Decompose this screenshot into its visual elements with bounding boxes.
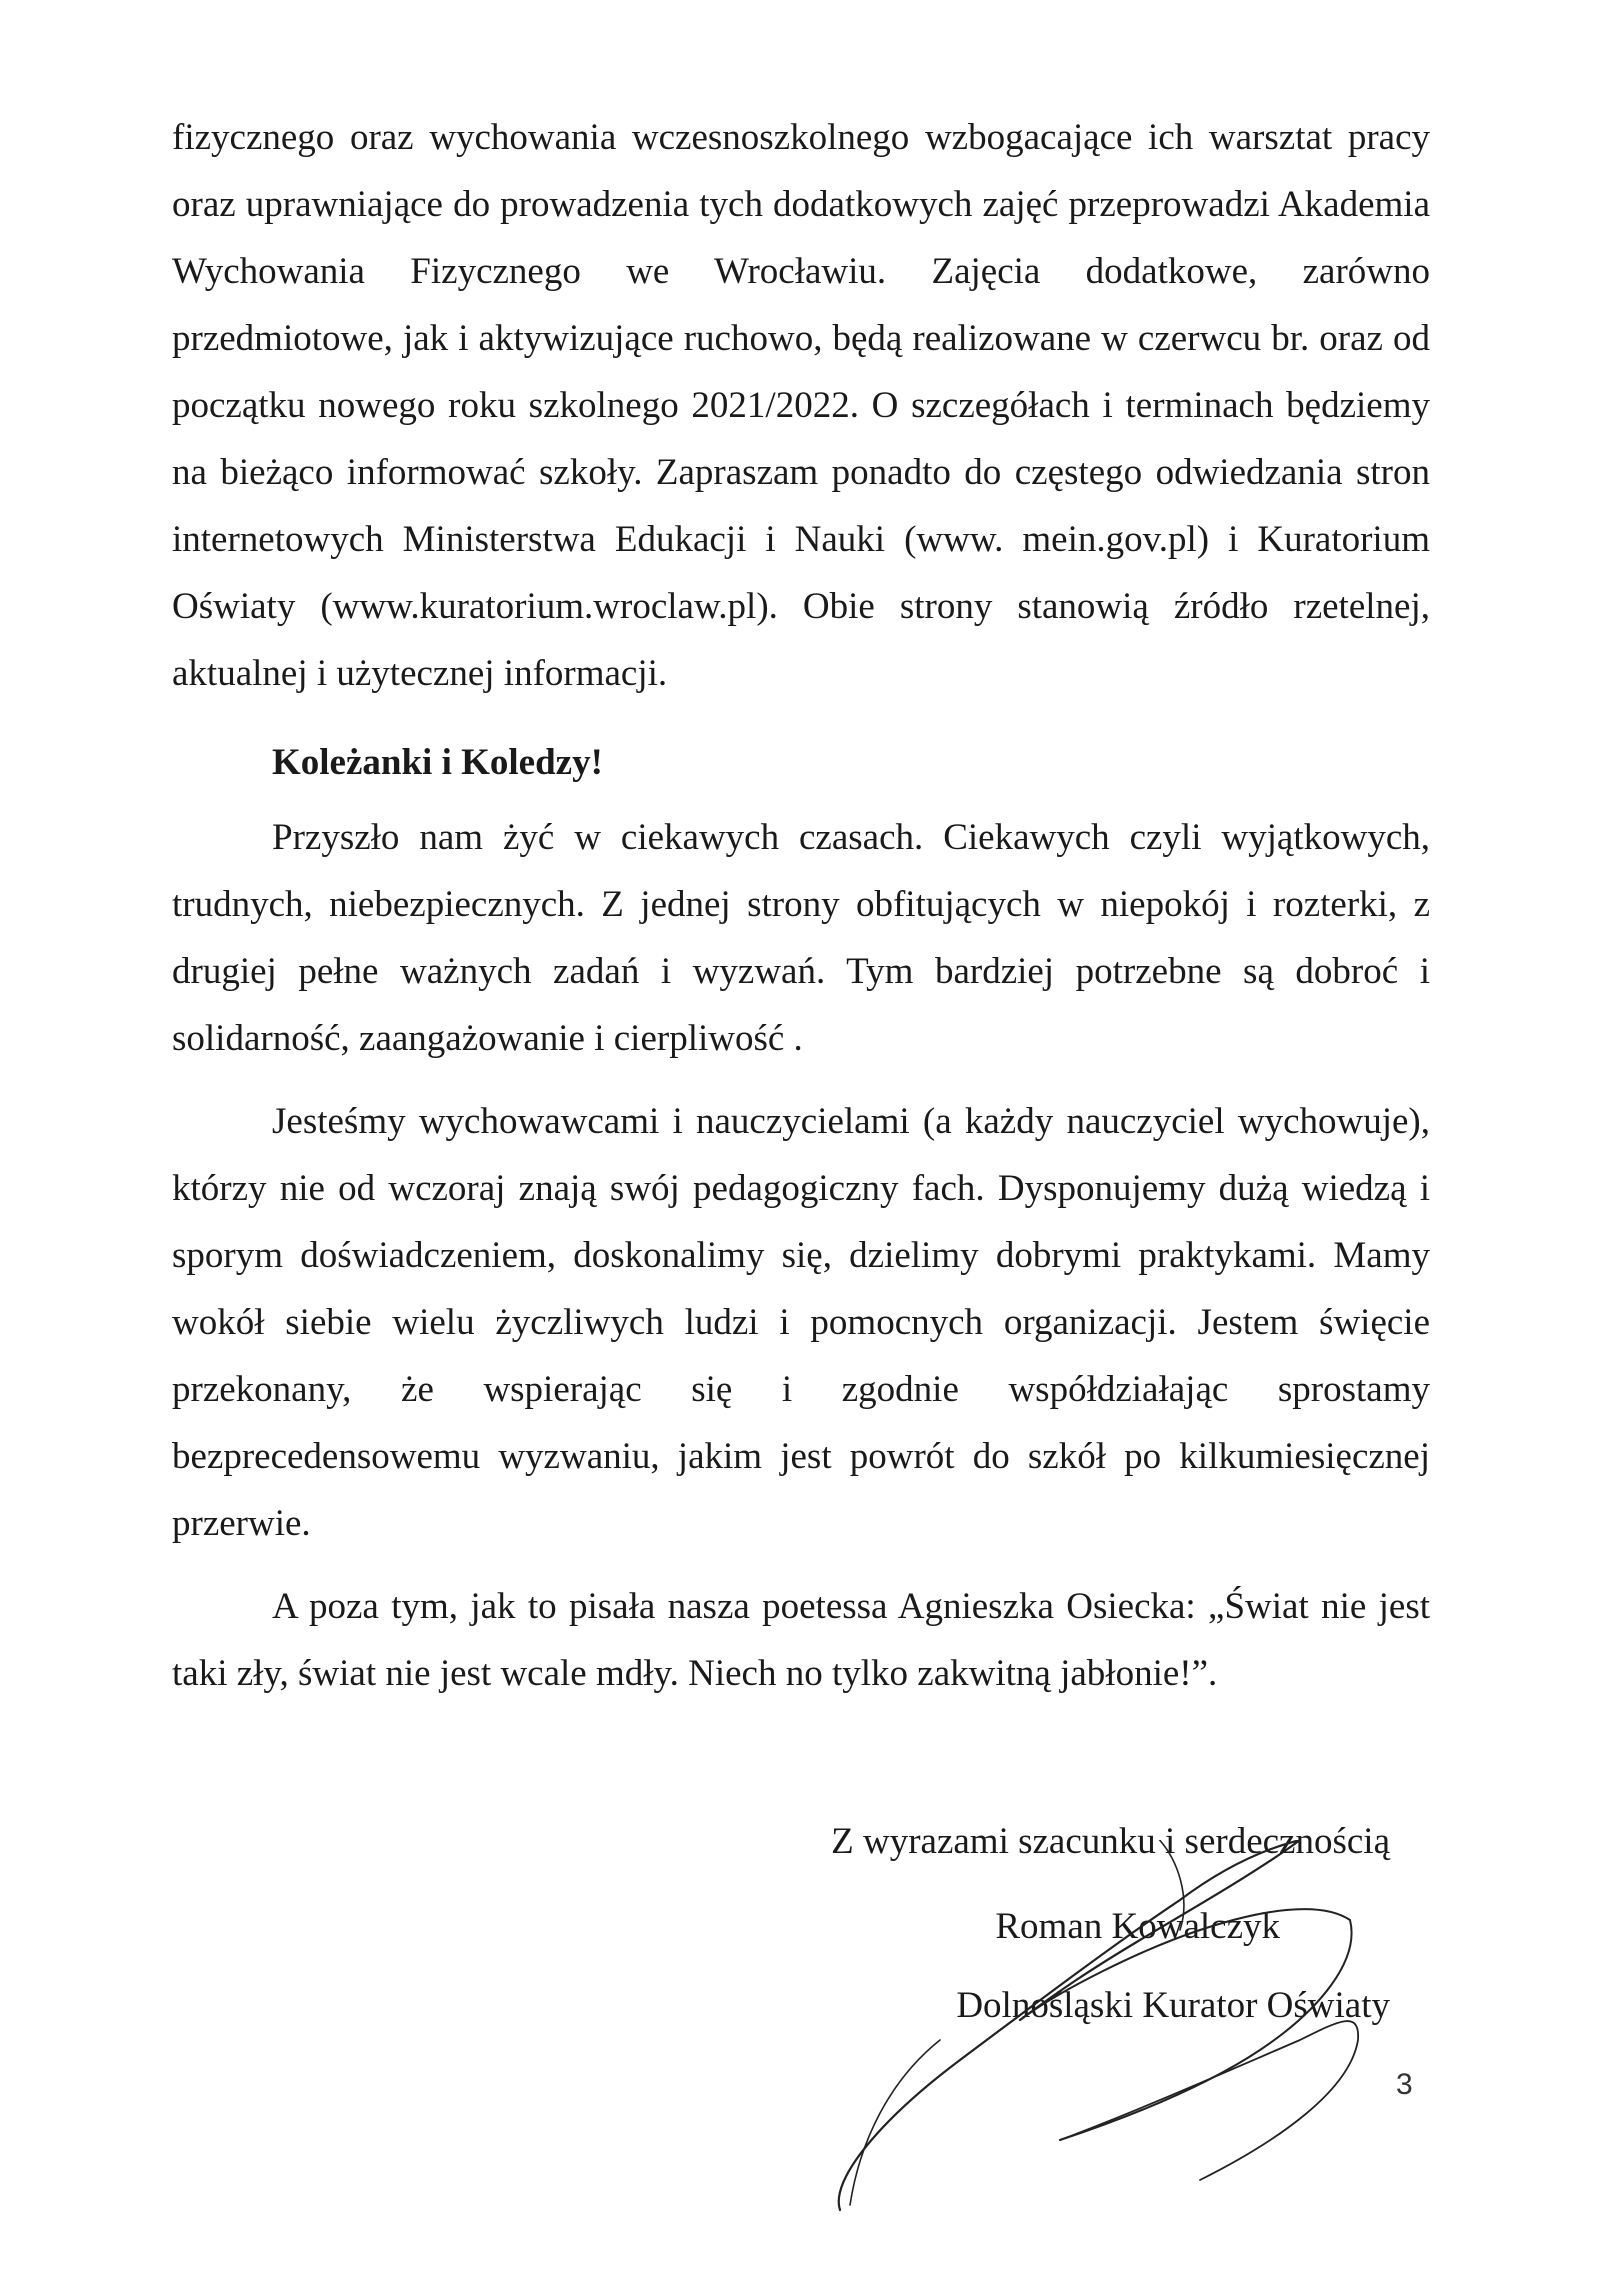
paragraph: Przyszło nam żyć w ciekawych czasach. Ciekawych czyli wyjątkowych, trudnych, niebezpiecznych. Z jednej strony obfitujących w niepokój i rozterki, z drugiej pełne ważnych zadań i wyzwań. Tym bardziej potrzebne są dobroć i solidarność, zaangażowanie i cierpliwość . (172, 817, 1430, 1059)
signatory-name: Roman Kowalczyk (995, 1906, 1280, 1947)
greeting: Koleżanki i Koledzy! (272, 742, 603, 783)
page-number: 3 (1396, 2068, 1413, 2101)
closing-salutation: Z wyrazami szacunku i serdecznością (831, 1821, 1390, 1862)
paragraph: A poza tym, jak to pisała nasza poetessa Agnieszka Osiecka: „Świat nie jest taki zły, świat nie jest wcale mdły. Niech no tylko zakwitną jabłonie!”. (172, 1586, 1430, 1694)
paragraph: Jesteśmy wychowawcami i nauczycielami (a każdy nauczyciel wychowuje), którzy nie od wczoraj znają swój pedagogiczny fach. Dysponujemy dużą wiedzą i sporym doświadczeniem, doskonalimy się, dzielimy dobrymi praktykami. Mamy wokół siebie wielu życzliwych ludzi i pomocnych organizacji. Jestem święcie przekonany, że wspierając się i zgodnie współdziałając sprostamy bezprecedensowemu wyzwaniu, jakim jest powrót do szkół po kilkumiesięcznej przerwie. (172, 1101, 1430, 1544)
signatory-title: Dolnośląski Kurator Oświaty (956, 1985, 1390, 2026)
handwritten-signature (760, 1840, 1360, 2220)
letter-body (172, 104, 1430, 1707)
paragraph-intro: fizycznego oraz wychowania wczesnoszkolnego wzbogacające ich warsztat pracy oraz uprawniające do prowadzenia tych dodatkowych zajęć przeprowadzi Akademia Wychowania Fizycznego we Wrocławiu. Zajęcia dodatkowe, zarówno przedmiotowe, jak i aktywizujące ruchowo, będą realizowane w czerwcu br. oraz od początku nowego roku szkolnego 2021/2022. O szczegółach i terminach będziemy na bieżąco informować szkoły. Zapraszam ponadto do częstego odwiedzania stron internetowych Ministerstwa Edukacji i Nauki (www. mein.gov.pl) i Kuratorium Oświaty (www.kuratorium.wroclaw.pl). Obie strony stanowią źródło rzetelnej, aktualnej i użytecznej informacji. (172, 117, 1430, 694)
